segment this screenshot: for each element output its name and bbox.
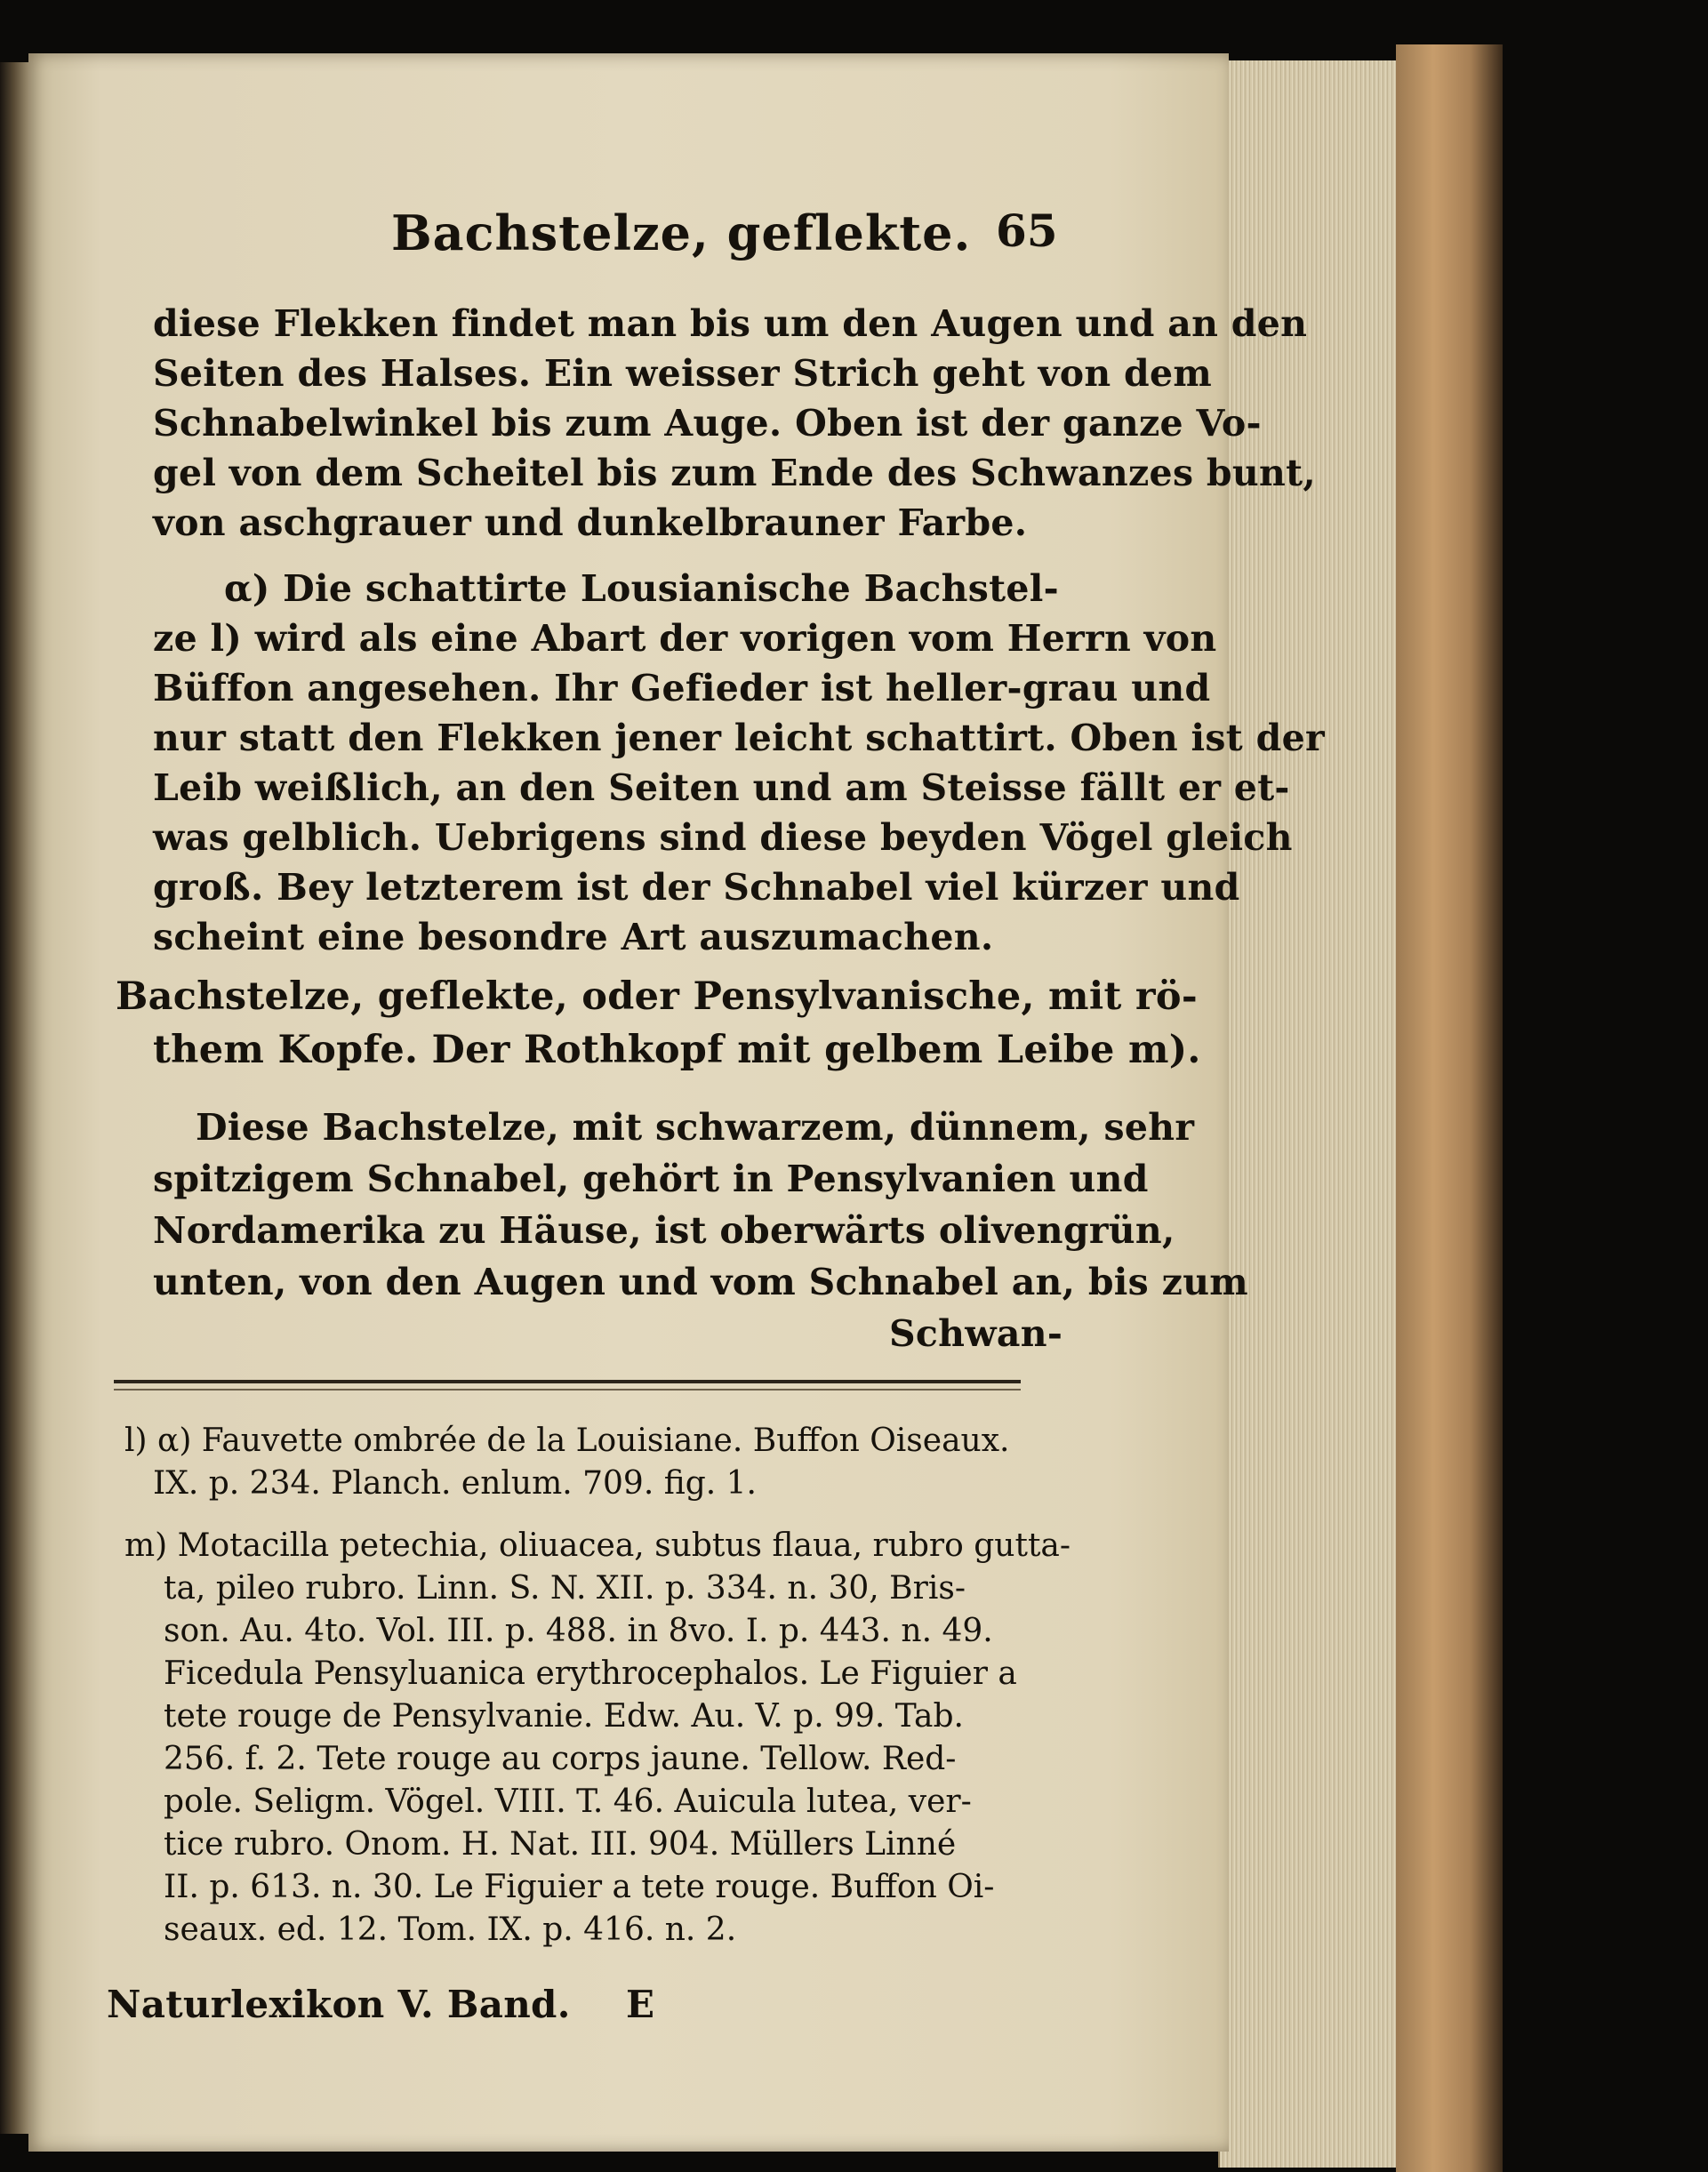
catchword: Schwan-	[889, 1312, 1063, 1355]
footnote-m-line-9: II. p. 613. n. 30. Le Figuier a tete rouge. Buffon Oi-	[164, 1869, 995, 1905]
p2-line-7: groß. Bey letzterem ist der Schnabel viel kürzer und	[153, 866, 1240, 909]
p3-line-2: spitzigem Schnabel, gehört in Pensylvanien und	[153, 1158, 1149, 1200]
footnote-m-line-8: tice rubro. Onom. H. Nat. III. 904. Müllers Linné	[164, 1826, 957, 1863]
section-heading-line-1: Bachstelze, geflekte, oder Pensylvanische, mit rö-	[116, 974, 1199, 1019]
footnote-m-line-10: seaux. ed. 12. Tom. IX. p. 416. n. 2.	[164, 1912, 737, 1948]
page-number: 65	[996, 204, 1058, 257]
p1-line-5: von aschgrauer und dunkelbrauner Farbe.	[153, 501, 1028, 544]
footnote-m-line-1: m) Motacilla petechia, oliuacea, subtus flaua, rubro gutta-	[124, 1527, 1071, 1564]
page-stack-edge	[1218, 60, 1398, 2168]
footnote-m-line-3: son. Au. 4to. Vol. III. p. 488. in 8vo. I. p. 443. n. 49.	[164, 1613, 993, 1649]
footnote-m-line-2: ta, pileo rubro. Linn. S. N. XII. p. 334. n. 30, Bris-	[164, 1570, 966, 1607]
section-heading-line-2: them Kopfe. Der Rothkopf mit gelbem Leibe m).	[153, 1028, 1201, 1072]
p1-line-4: gel von dem Scheitel bis zum Ende des Schwanzes bunt,	[153, 452, 1316, 494]
p2-line-1: α) Die schattirte Lousianische Bachstel-	[224, 567, 1059, 610]
p1-line-2: Seiten des Halses. Ein weisser Strich geht von dem	[153, 352, 1213, 395]
footnote-rule-thin	[114, 1389, 1021, 1391]
p2-line-6: was gelblich. Uebrigens sind diese beyden Vögel gleich	[153, 816, 1293, 859]
p2-line-8: scheint eine besondre Art auszumachen.	[153, 916, 994, 958]
p1-line-1: diese Flekken findet man bis um den Augen und an den	[153, 302, 1308, 345]
footnote-rule	[114, 1380, 1021, 1383]
p2-line-4: nur statt den Flekken jener leicht schattirt. Oben ist der	[153, 717, 1325, 759]
running-head: Bachstelze, geflekte.	[391, 204, 972, 261]
footnote-m-line-7: pole. Seligm. Vögel. VIII. T. 46. Auicula lutea, ver-	[164, 1783, 972, 1820]
footnote-l-line-1: l) α) Fauvette ombrée de la Louisiane. Buffon Oiseaux.	[124, 1423, 1010, 1459]
signature-line: Naturlexikon V. Band.	[107, 1983, 571, 2026]
footnote-m-line-6: 256. f. 2. Tete rouge au corps jaune. Tellow. Red-	[164, 1741, 957, 1777]
book-cover-edge	[1396, 44, 1503, 2172]
p2-line-5: Leib weißlich, an den Seiten und am Steisse fällt er et-	[153, 766, 1290, 809]
p2-line-3: Büffon angesehen. Ihr Gefieder ist heller-grau und	[153, 667, 1211, 709]
p3-line-1: Diese Bachstelze, mit schwarzem, dünnem, sehr	[196, 1106, 1195, 1149]
p3-line-4: unten, von den Augen und vom Schnabel an, bis zum	[153, 1261, 1248, 1303]
footnote-m-line-5: tete rouge de Pensylvanie. Edw. Au. V. p. 99. Tab.	[164, 1698, 964, 1735]
p1-line-3: Schnabelwinkel bis zum Auge. Oben ist der ganze Vo-	[153, 402, 1262, 445]
p2-line-2: ze l) wird als eine Abart der vorigen vom Herrn von	[153, 617, 1217, 660]
p3-line-3: Nordamerika zu Häuse, ist oberwärts olivengrün,	[153, 1209, 1175, 1252]
signature-mark: E	[626, 1983, 655, 2026]
footnote-l-line-2: IX. p. 234. Planch. enlum. 709. fig. 1.	[153, 1465, 757, 1502]
footnote-m-line-4: Ficedula Pensyluanica erythrocephalos. Le Figuier a	[164, 1655, 1017, 1692]
